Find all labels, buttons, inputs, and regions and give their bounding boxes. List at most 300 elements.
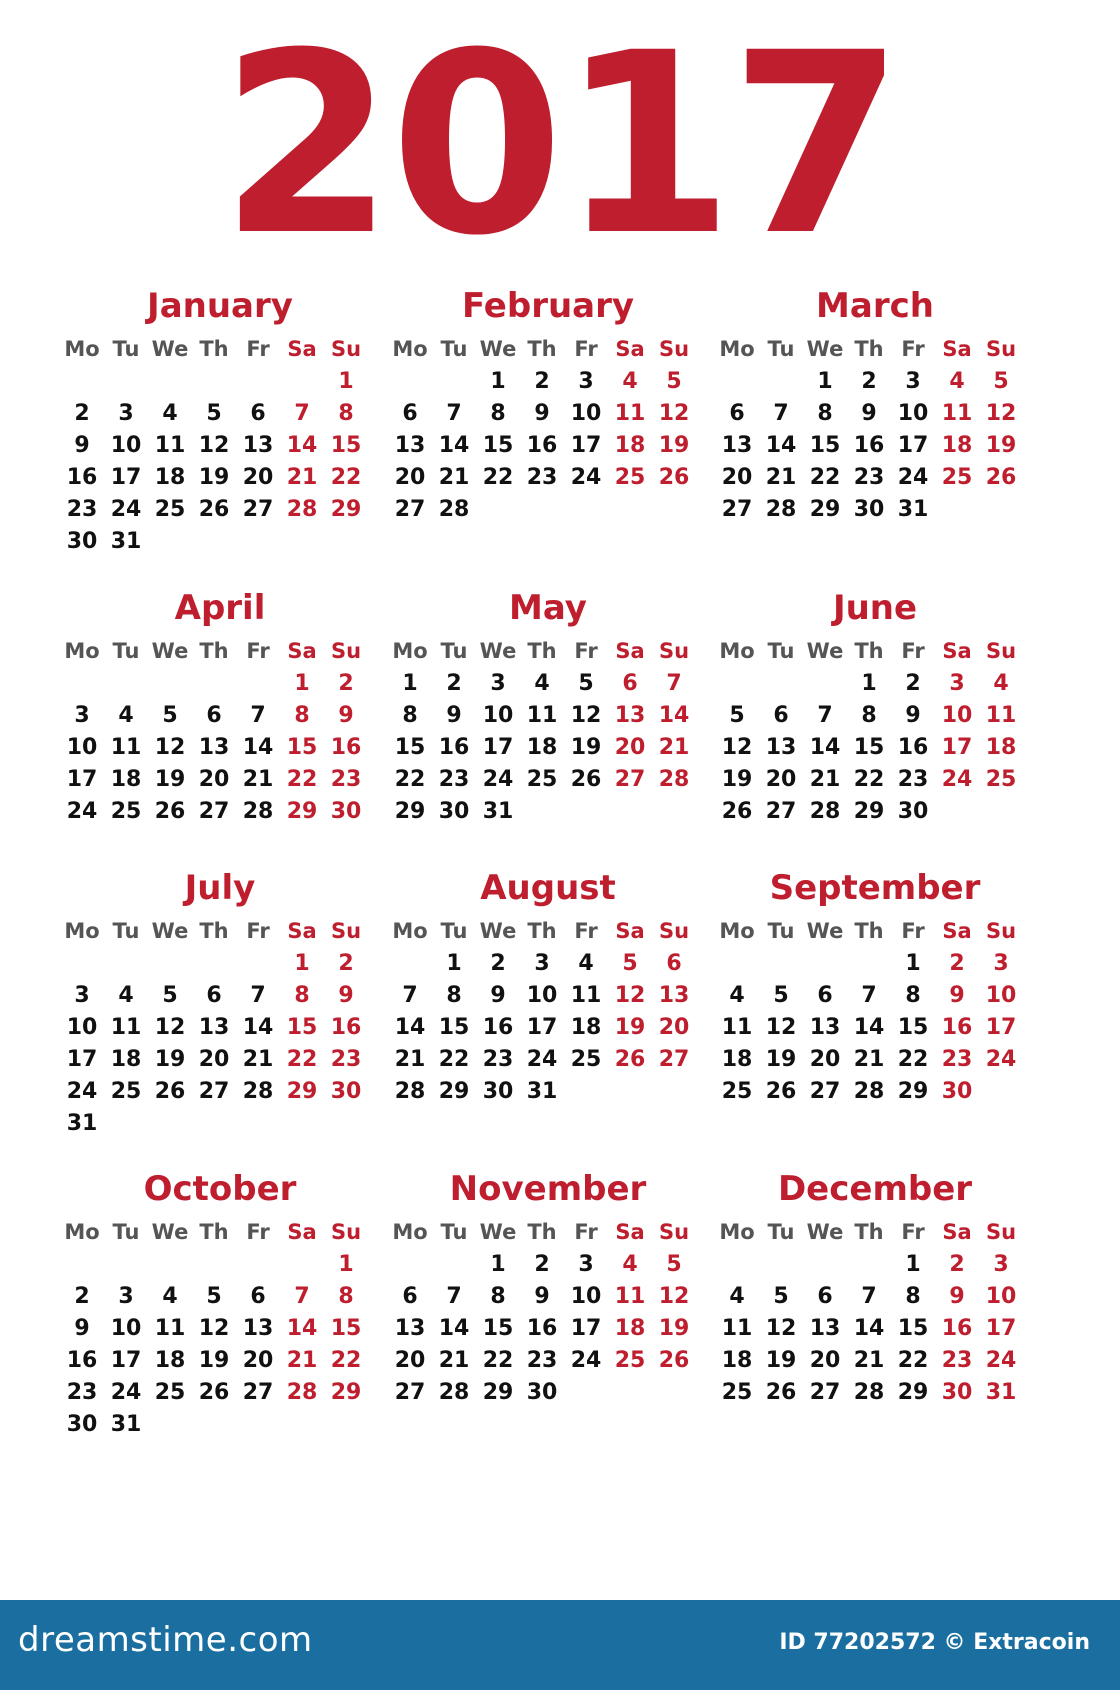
- day-cell: 27: [198, 1079, 230, 1104]
- day-cell: 8: [294, 703, 310, 728]
- day-cell: 10: [482, 703, 514, 728]
- weekday-header: We: [151, 1220, 189, 1244]
- day-cell: 11: [110, 735, 142, 760]
- weekday-header: Tu: [112, 639, 140, 663]
- empty-cell: [715, 948, 759, 980]
- month-december: [715, 1163, 1035, 1409]
- day-cell: 18: [721, 1348, 753, 1373]
- day-cell: 24: [570, 465, 602, 490]
- day-cell: 17: [985, 1015, 1017, 1040]
- day-cell: 20: [765, 767, 797, 792]
- day-cell: 4: [162, 1284, 178, 1309]
- day-cell: 2: [534, 1252, 550, 1277]
- empty-cell: [236, 1249, 280, 1281]
- month-june: [715, 582, 1035, 828]
- day-cell: 27: [721, 497, 753, 522]
- day-cell: 29: [853, 799, 885, 824]
- day-cell: 31: [482, 799, 514, 824]
- day-cell: 1: [446, 951, 462, 976]
- day-cell: 5: [666, 369, 682, 394]
- day-cell: 15: [897, 1015, 929, 1040]
- day-cell: 10: [570, 1284, 602, 1309]
- day-cell: 11: [526, 703, 558, 728]
- day-cell: 8: [338, 401, 354, 426]
- day-cell: 6: [402, 1284, 418, 1309]
- day-cell: 10: [110, 433, 142, 458]
- day-cell: 22: [897, 1348, 929, 1373]
- weekday-header: Tu: [112, 1220, 140, 1244]
- weekday-header: Sa: [287, 1220, 317, 1244]
- day-cell: 12: [985, 401, 1017, 426]
- empty-cell: [236, 668, 280, 700]
- day-cell: 2: [338, 671, 354, 696]
- day-cell: 7: [250, 983, 266, 1008]
- day-cell: 26: [765, 1380, 797, 1405]
- day-cell: 11: [941, 401, 973, 426]
- day-cell: 28: [853, 1079, 885, 1104]
- day-cell: 20: [242, 465, 274, 490]
- day-cell: 31: [985, 1380, 1017, 1405]
- month-name: August: [480, 868, 616, 908]
- day-cell: 1: [905, 951, 921, 976]
- month-grid: [60, 634, 380, 828]
- day-cell: 20: [198, 1047, 230, 1072]
- day-cell: 20: [198, 767, 230, 792]
- weekday-header: Th: [199, 639, 229, 663]
- day-cell: 10: [941, 703, 973, 728]
- month-grid: [388, 1215, 708, 1409]
- day-cell: 18: [154, 465, 186, 490]
- weekday-header: Fr: [901, 919, 925, 943]
- day-cell: 8: [905, 1284, 921, 1309]
- month-november: [388, 1163, 708, 1409]
- weekday-header: Mo: [64, 919, 100, 943]
- day-cell: 7: [402, 983, 418, 1008]
- day-cell: 19: [658, 1316, 690, 1341]
- day-cell: 12: [658, 401, 690, 426]
- day-cell: 29: [286, 799, 318, 824]
- day-cell: 21: [765, 465, 797, 490]
- day-cell: 12: [658, 1284, 690, 1309]
- day-cell: 5: [993, 369, 1009, 394]
- day-cell: 23: [897, 767, 929, 792]
- empty-cell: [803, 948, 847, 980]
- day-cell: 30: [66, 529, 98, 554]
- day-cell: 15: [438, 1015, 470, 1040]
- day-cell: 5: [773, 1284, 789, 1309]
- month-name: April: [174, 588, 266, 628]
- weekday-header: Sa: [615, 639, 645, 663]
- day-cell: 19: [570, 735, 602, 760]
- day-cell: 17: [941, 735, 973, 760]
- day-cell: 8: [490, 401, 506, 426]
- day-cell: 28: [853, 1380, 885, 1405]
- day-cell: 19: [721, 767, 753, 792]
- day-cell: 8: [402, 703, 418, 728]
- day-cell: 17: [570, 433, 602, 458]
- month-july: [60, 862, 380, 1140]
- day-cell: 3: [74, 983, 90, 1008]
- day-cell: 16: [438, 735, 470, 760]
- day-cell: 18: [985, 735, 1017, 760]
- day-cell: 8: [338, 1284, 354, 1309]
- weekday-header: We: [806, 919, 844, 943]
- day-cell: 4: [729, 1284, 745, 1309]
- day-cell: 11: [154, 433, 186, 458]
- weekday-header: Fr: [574, 337, 598, 361]
- day-cell: 7: [773, 401, 789, 426]
- month-february: [388, 280, 708, 526]
- day-cell: 26: [154, 1079, 186, 1104]
- day-cell: 16: [526, 433, 558, 458]
- day-cell: 10: [570, 401, 602, 426]
- day-cell: 1: [490, 369, 506, 394]
- weekday-header: Mo: [64, 337, 100, 361]
- empty-cell: [148, 366, 192, 398]
- weekday-header: Th: [527, 337, 557, 361]
- day-cell: 12: [721, 735, 753, 760]
- day-cell: 3: [578, 1252, 594, 1277]
- day-cell: 8: [861, 703, 877, 728]
- day-cell: 12: [570, 703, 602, 728]
- day-cell: 19: [154, 1047, 186, 1072]
- image-id-credit: ID 77202572 © Extracoin: [779, 1630, 1090, 1655]
- month-name: June: [832, 588, 918, 628]
- day-cell: 18: [721, 1047, 753, 1072]
- day-cell: 27: [658, 1047, 690, 1072]
- day-cell: 16: [330, 735, 362, 760]
- day-cell: 18: [614, 433, 646, 458]
- day-cell: 6: [250, 1284, 266, 1309]
- empty-cell: [60, 1249, 104, 1281]
- empty-cell: [759, 948, 803, 980]
- day-cell: 27: [394, 497, 426, 522]
- day-cell: 22: [438, 1047, 470, 1072]
- day-cell: 29: [897, 1079, 929, 1104]
- day-cell: 17: [110, 465, 142, 490]
- weekday-header: Mo: [392, 919, 428, 943]
- day-cell: 11: [570, 983, 602, 1008]
- day-cell: 6: [402, 401, 418, 426]
- day-cell: 16: [853, 433, 885, 458]
- day-cell: 13: [198, 735, 230, 760]
- day-cell: 22: [897, 1047, 929, 1072]
- day-cell: 16: [526, 1316, 558, 1341]
- weekday-header: Th: [527, 639, 557, 663]
- empty-cell: [148, 1249, 192, 1281]
- day-cell: 13: [394, 1316, 426, 1341]
- day-cell: 24: [66, 799, 98, 824]
- day-cell: 8: [490, 1284, 506, 1309]
- day-cell: 15: [809, 433, 841, 458]
- weekday-header: Fr: [246, 919, 270, 943]
- day-cell: 5: [666, 1252, 682, 1277]
- day-cell: 16: [941, 1316, 973, 1341]
- day-cell: 1: [294, 951, 310, 976]
- weekday-header: We: [151, 919, 189, 943]
- weekday-header: Sa: [615, 337, 645, 361]
- day-cell: 30: [330, 799, 362, 824]
- day-cell: 11: [614, 1284, 646, 1309]
- day-cell: 10: [526, 983, 558, 1008]
- day-cell: 31: [110, 1412, 142, 1437]
- day-cell: 11: [154, 1316, 186, 1341]
- weekday-header: Sa: [287, 639, 317, 663]
- day-cell: 13: [242, 1316, 274, 1341]
- day-cell: 28: [765, 497, 797, 522]
- day-cell: 3: [490, 671, 506, 696]
- day-cell: 26: [658, 465, 690, 490]
- weekday-header: Mo: [392, 639, 428, 663]
- day-cell: 25: [154, 497, 186, 522]
- day-cell: 23: [330, 767, 362, 792]
- day-cell: 21: [242, 1047, 274, 1072]
- day-cell: 2: [905, 671, 921, 696]
- day-cell: 14: [809, 735, 841, 760]
- day-cell: 13: [765, 735, 797, 760]
- day-cell: 9: [74, 1316, 90, 1341]
- day-cell: 9: [949, 1284, 965, 1309]
- empty-cell: [192, 1249, 236, 1281]
- day-cell: 25: [570, 1047, 602, 1072]
- weekday-header: Tu: [112, 919, 140, 943]
- weekday-header: Fr: [574, 1220, 598, 1244]
- day-cell: 8: [446, 983, 462, 1008]
- day-cell: 16: [482, 1015, 514, 1040]
- day-cell: 26: [614, 1047, 646, 1072]
- weekday-header: We: [479, 337, 517, 361]
- day-cell: 25: [154, 1380, 186, 1405]
- day-cell: 10: [66, 1015, 98, 1040]
- empty-cell: [803, 668, 847, 700]
- day-cell: 5: [578, 671, 594, 696]
- weekday-header: Su: [658, 639, 690, 663]
- day-cell: 27: [198, 799, 230, 824]
- empty-cell: [192, 668, 236, 700]
- day-cell: 22: [286, 1047, 318, 1072]
- day-cell: 24: [66, 1079, 98, 1104]
- day-cell: 30: [526, 1380, 558, 1405]
- day-cell: 30: [66, 1412, 98, 1437]
- day-cell: 23: [853, 465, 885, 490]
- day-cell: 21: [658, 735, 690, 760]
- weekday-header: Mo: [392, 1220, 428, 1244]
- day-cell: 24: [110, 497, 142, 522]
- day-cell: 24: [526, 1047, 558, 1072]
- day-cell: 20: [809, 1047, 841, 1072]
- day-cell: 9: [905, 703, 921, 728]
- day-cell: 20: [242, 1348, 274, 1373]
- day-cell: 17: [570, 1316, 602, 1341]
- day-cell: 12: [765, 1316, 797, 1341]
- day-cell: 18: [526, 735, 558, 760]
- empty-cell: [192, 366, 236, 398]
- day-cell: 14: [242, 735, 274, 760]
- day-cell: 31: [526, 1079, 558, 1104]
- day-cell: 21: [438, 1348, 470, 1373]
- day-cell: 8: [294, 983, 310, 1008]
- weekday-header: Tu: [440, 1220, 468, 1244]
- day-cell: 18: [941, 433, 973, 458]
- day-cell: 13: [721, 433, 753, 458]
- day-cell: 15: [394, 735, 426, 760]
- day-cell: 28: [286, 1380, 318, 1405]
- day-cell: 2: [74, 1284, 90, 1309]
- day-cell: 31: [66, 1111, 98, 1136]
- month-name: July: [184, 868, 256, 908]
- weekday-header: We: [479, 1220, 517, 1244]
- day-cell: 6: [729, 401, 745, 426]
- day-cell: 27: [809, 1380, 841, 1405]
- day-cell: 4: [534, 671, 550, 696]
- day-cell: 27: [765, 799, 797, 824]
- day-cell: 16: [941, 1015, 973, 1040]
- day-cell: 9: [446, 703, 462, 728]
- empty-cell: [759, 668, 803, 700]
- empty-cell: [104, 948, 148, 980]
- weekday-header: We: [806, 639, 844, 663]
- day-cell: 28: [242, 1079, 274, 1104]
- day-cell: 26: [198, 497, 230, 522]
- weekday-header: Mo: [719, 919, 755, 943]
- day-cell: 31: [897, 497, 929, 522]
- day-cell: 30: [438, 799, 470, 824]
- day-cell: 22: [286, 767, 318, 792]
- empty-cell: [759, 1249, 803, 1281]
- weekday-header: Tu: [767, 919, 795, 943]
- day-cell: 5: [206, 1284, 222, 1309]
- day-cell: 27: [614, 767, 646, 792]
- day-cell: 7: [861, 983, 877, 1008]
- weekday-header: Mo: [64, 639, 100, 663]
- day-cell: 4: [622, 369, 638, 394]
- day-cell: 13: [809, 1015, 841, 1040]
- day-cell: 31: [110, 529, 142, 554]
- day-cell: 8: [905, 983, 921, 1008]
- month-name: September: [769, 868, 981, 908]
- year-title: 2017: [220, 0, 900, 290]
- day-cell: 26: [198, 1380, 230, 1405]
- day-cell: 19: [198, 1348, 230, 1373]
- weekday-header: Tu: [767, 1220, 795, 1244]
- day-cell: 29: [286, 1079, 318, 1104]
- day-cell: 3: [993, 951, 1009, 976]
- month-name: May: [509, 588, 587, 628]
- day-cell: 3: [949, 671, 965, 696]
- day-cell: 4: [622, 1252, 638, 1277]
- weekday-header: Fr: [574, 919, 598, 943]
- empty-cell: [847, 948, 891, 980]
- weekday-header: Su: [658, 919, 690, 943]
- day-cell: 30: [941, 1079, 973, 1104]
- weekday-header: We: [151, 639, 189, 663]
- day-cell: 4: [949, 369, 965, 394]
- empty-cell: [280, 366, 324, 398]
- day-cell: 1: [294, 671, 310, 696]
- weekday-header: Fr: [901, 639, 925, 663]
- empty-cell: [236, 366, 280, 398]
- day-cell: 17: [482, 735, 514, 760]
- month-name: December: [777, 1169, 973, 1209]
- month-october: [60, 1163, 380, 1441]
- day-cell: 7: [446, 401, 462, 426]
- weekday-header: Sa: [615, 919, 645, 943]
- weekday-header: Su: [985, 919, 1017, 943]
- day-cell: 20: [658, 1015, 690, 1040]
- empty-cell: [104, 366, 148, 398]
- day-cell: 19: [614, 1015, 646, 1040]
- day-cell: 13: [658, 983, 690, 1008]
- day-cell: 15: [482, 1316, 514, 1341]
- footer-bar: [0, 1600, 1120, 1690]
- weekday-header: Th: [854, 919, 884, 943]
- day-cell: 14: [853, 1316, 885, 1341]
- day-cell: 14: [394, 1015, 426, 1040]
- day-cell: 25: [526, 767, 558, 792]
- day-cell: 22: [482, 465, 514, 490]
- day-cell: 3: [905, 369, 921, 394]
- day-cell: 28: [658, 767, 690, 792]
- empty-cell: [388, 1249, 432, 1281]
- day-cell: 6: [666, 951, 682, 976]
- day-cell: 9: [534, 1284, 550, 1309]
- empty-cell: [60, 948, 104, 980]
- weekday-header: Fr: [901, 337, 925, 361]
- day-cell: 11: [985, 703, 1017, 728]
- day-cell: 21: [286, 1348, 318, 1373]
- day-cell: 26: [154, 799, 186, 824]
- day-cell: 2: [490, 951, 506, 976]
- day-cell: 30: [330, 1079, 362, 1104]
- weekday-header: Su: [985, 639, 1017, 663]
- day-cell: 12: [154, 1015, 186, 1040]
- day-cell: 24: [110, 1380, 142, 1405]
- weekday-header: Sa: [942, 337, 972, 361]
- month-grid: [60, 332, 380, 558]
- empty-cell: [104, 1249, 148, 1281]
- day-cell: 11: [110, 1015, 142, 1040]
- month-grid: [388, 332, 708, 526]
- day-cell: 4: [162, 401, 178, 426]
- weekday-header: Tu: [767, 639, 795, 663]
- month-grid: [715, 914, 1035, 1108]
- month-grid: [60, 914, 380, 1140]
- month-grid: [60, 1215, 380, 1441]
- empty-cell: [715, 366, 759, 398]
- day-cell: 7: [861, 1284, 877, 1309]
- day-cell: 12: [154, 735, 186, 760]
- day-cell: 15: [482, 433, 514, 458]
- day-cell: 29: [330, 1380, 362, 1405]
- day-cell: 5: [622, 951, 638, 976]
- day-cell: 25: [721, 1079, 753, 1104]
- day-cell: 25: [614, 1348, 646, 1373]
- day-cell: 19: [198, 465, 230, 490]
- day-cell: 28: [394, 1079, 426, 1104]
- weekday-header: We: [806, 337, 844, 361]
- day-cell: 6: [206, 983, 222, 1008]
- day-cell: 18: [614, 1316, 646, 1341]
- empty-cell: [148, 948, 192, 980]
- day-cell: 16: [66, 465, 98, 490]
- day-cell: 2: [446, 671, 462, 696]
- weekday-header: Sa: [615, 1220, 645, 1244]
- month-name: October: [143, 1169, 297, 1209]
- day-cell: 7: [817, 703, 833, 728]
- day-cell: 26: [721, 799, 753, 824]
- day-cell: 12: [198, 1316, 230, 1341]
- day-cell: 7: [294, 1284, 310, 1309]
